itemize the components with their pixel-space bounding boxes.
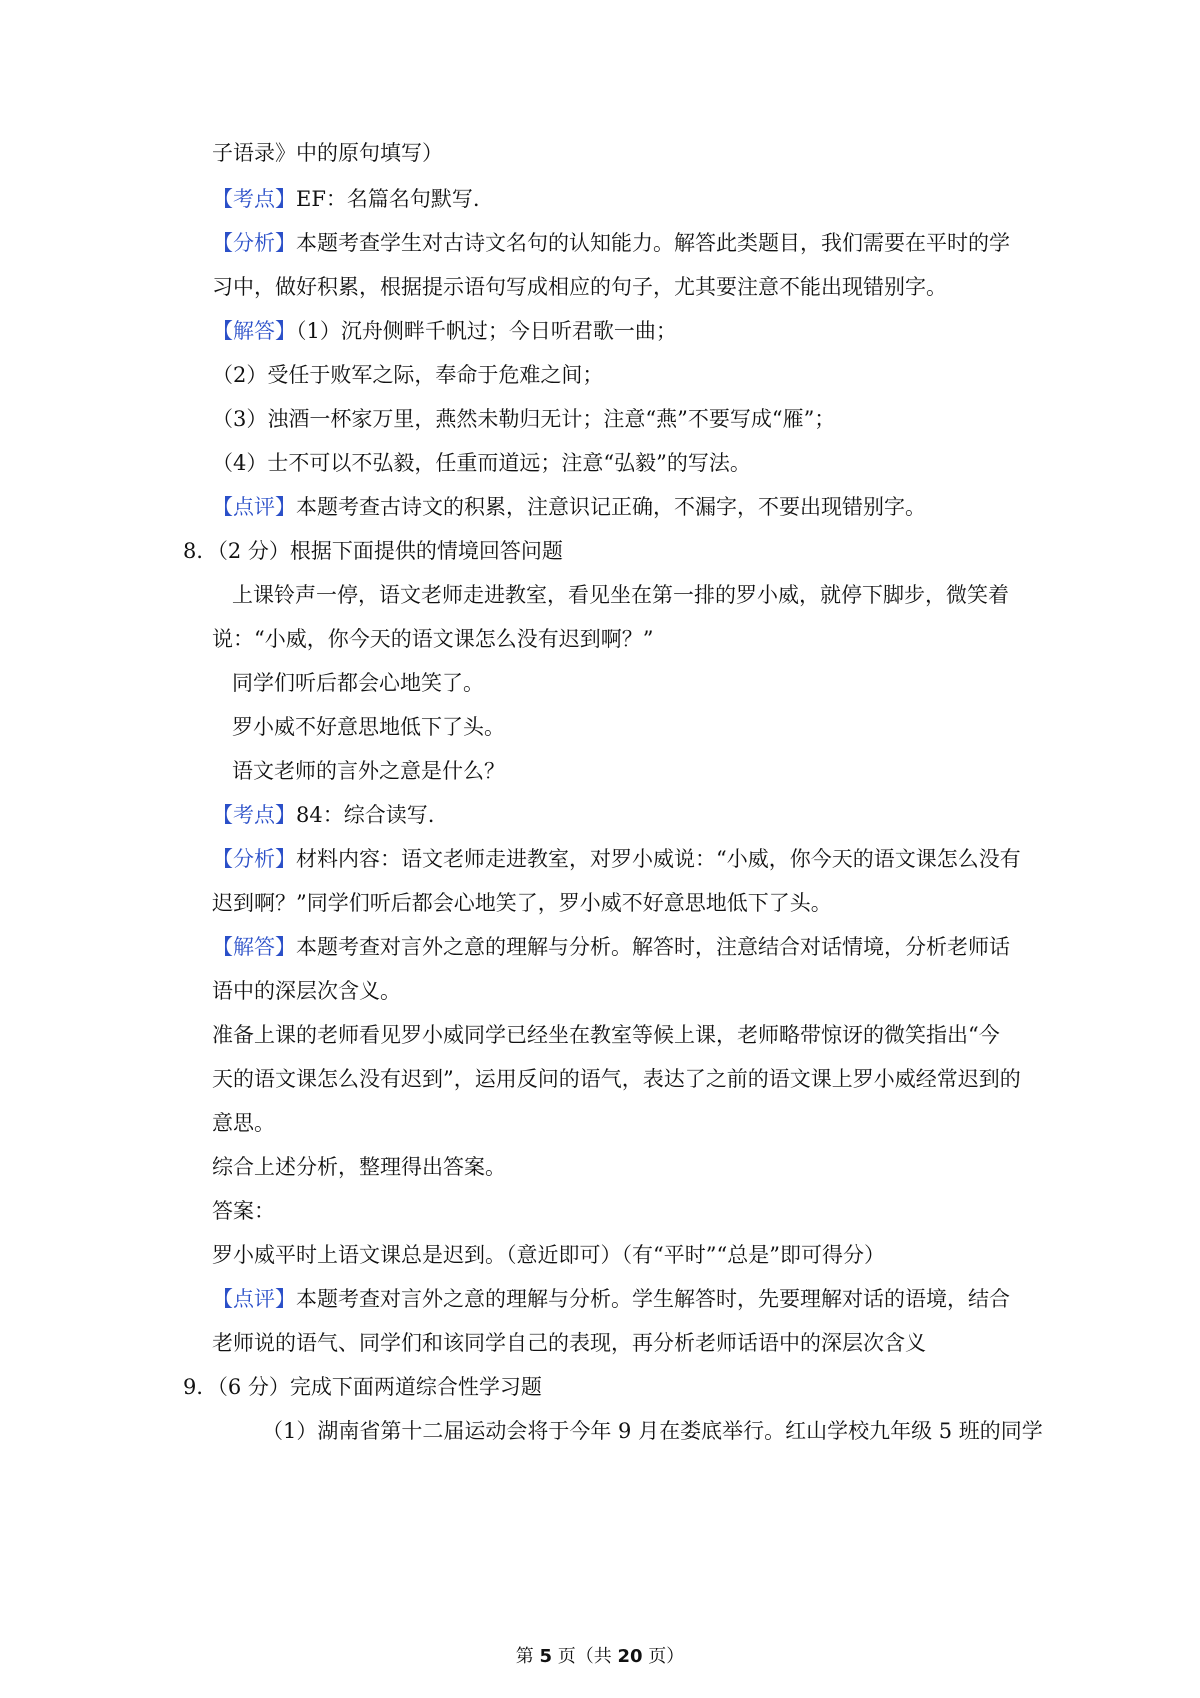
text-line — [212, 1020, 1000, 1050]
line-text: 84：综合读写. — [296, 803, 435, 827]
line-text: 材料内容：语文老师走进教室，对罗小威说：“小威，你今天的语文课怎么没有 — [296, 847, 1021, 871]
fenxi-line — [212, 228, 1010, 258]
line-text: 习中，做好积累，根据提示语句写成相应的句子，尤其要注意不能出现错别字。 — [212, 275, 947, 299]
line-text: 语文老师的言外之意是什么？ — [232, 759, 505, 783]
line-text: （3）浊酒一杯家万里，燕然未勒归无计；注意“燕”不要写成“雁”； — [212, 407, 836, 431]
text-line — [212, 404, 835, 434]
dianping-line — [212, 1284, 1010, 1314]
line-text: （1）湖南省第十二届运动会将于今年 9 月在娄底举行。红山学校九年级 5 班的同学 — [262, 1419, 1043, 1443]
text-line — [212, 1064, 1021, 1094]
footer-text: 第 — [515, 1646, 540, 1667]
dianping-tag: 【点评】 — [212, 1287, 296, 1311]
line-text: 本题考查对言外之意的理解与分析。解答时，注意结合对话情境，分析老师话 — [296, 935, 1010, 959]
line-text: 语中的深层次含义。 — [212, 979, 401, 1003]
text-line — [232, 668, 484, 698]
line-text: 上课铃声一停，语文老师走进教室，看见坐在第一排的罗小威，就停下脚步，微笑着 — [232, 583, 1009, 607]
text-line — [212, 1152, 506, 1182]
question-8-title — [183, 536, 563, 566]
line-text: （2）受任于败军之际，奉命于危难之间； — [212, 363, 604, 387]
question-9-title — [183, 1372, 542, 1402]
line-text: 罗小威不好意思地低下了头。 — [232, 715, 505, 739]
jieda-tag: 【解答】 — [212, 935, 296, 959]
kaodian-line — [212, 800, 434, 830]
line-text: 意思。 — [212, 1111, 275, 1135]
line-text: 说：“小威，你今天的语文课怎么没有迟到啊？” — [212, 627, 654, 651]
kaodian-tag: 【考点】 — [212, 187, 296, 211]
line-text: （1）沉舟侧畔千帆过；今日听君歌一曲； — [296, 319, 677, 343]
fenxi-line — [212, 844, 1021, 874]
total-pages: 20 — [617, 1646, 643, 1667]
dianping-tag: 【点评】 — [212, 495, 296, 519]
text-line — [212, 1108, 275, 1138]
line-text: 答案： — [212, 1199, 275, 1223]
kaodian-tag: 【考点】 — [212, 803, 296, 827]
answer-line — [212, 1240, 885, 1270]
text-line — [212, 138, 443, 168]
line-text: 老师说的语气、同学们和该同学自己的表现，再分析老师话语中的深层次含义 — [212, 1331, 926, 1355]
text-line — [212, 1196, 275, 1226]
fenxi-tag: 【分析】 — [212, 847, 296, 871]
text-line — [212, 448, 751, 478]
line-text: 子语录》中的原句填写） — [212, 141, 443, 165]
text-line — [212, 888, 832, 918]
footer-text: 页（共 — [552, 1646, 618, 1667]
line-text: 同学们听后都会心地笑了。 — [232, 671, 484, 695]
line-text: 罗小威平时上语文课总是迟到。（意近即可）（有“平时”“总是”即可得分） — [212, 1243, 885, 1267]
line-text: 8．（2 分）根据下面提供的情境回答问题 — [183, 539, 563, 563]
line-text: 准备上课的老师看见罗小威同学已经坐在教室等候上课，老师略带惊讶的微笑指出“今 — [212, 1023, 1000, 1047]
jieda-tag: 【解答】 — [212, 319, 296, 343]
jieda-line — [212, 316, 677, 346]
dianping-line — [212, 492, 926, 522]
footer-text: 页） — [642, 1646, 685, 1667]
text-line — [262, 1416, 1043, 1446]
jieda-line — [212, 932, 1010, 962]
line-text: 本题考查学生对古诗文名句的认知能力。解答此类题目，我们需要在平时的学 — [296, 231, 1010, 255]
line-text: 本题考查古诗文的积累，注意识记正确，不漏字，不要出现错别字。 — [296, 495, 926, 519]
text-line — [232, 756, 505, 786]
text-line — [232, 712, 505, 742]
text-line — [232, 580, 1009, 610]
line-text: 9．（6 分）完成下面两道综合性学习题 — [183, 1375, 542, 1399]
line-text: EF：名篇名句默写. — [296, 187, 480, 211]
line-text: （4）士不可以不弘毅，任重而道远；注意“弘毅”的写法。 — [212, 451, 751, 475]
text-line — [212, 624, 653, 654]
kaodian-line — [212, 184, 480, 214]
line-text: 综合上述分析，整理得出答案。 — [212, 1155, 506, 1179]
page-number: 5 — [539, 1646, 552, 1667]
line-text: 本题考查对言外之意的理解与分析。学生解答时，先要理解对话的语境，结合 — [296, 1287, 1010, 1311]
text-line — [212, 360, 603, 390]
line-text: 天的语文课怎么没有迟到”，运用反问的语气，表达了之前的语文课上罗小威经常迟到的 — [212, 1067, 1021, 1091]
text-line — [212, 272, 947, 302]
fenxi-tag: 【分析】 — [212, 231, 296, 255]
text-line — [212, 976, 401, 1006]
line-text: 迟到啊？”同学们听后都会心地笑了，罗小威不好意思地低下了头。 — [212, 891, 832, 915]
text-line — [212, 1328, 926, 1358]
page-footer — [0, 1645, 1200, 1669]
